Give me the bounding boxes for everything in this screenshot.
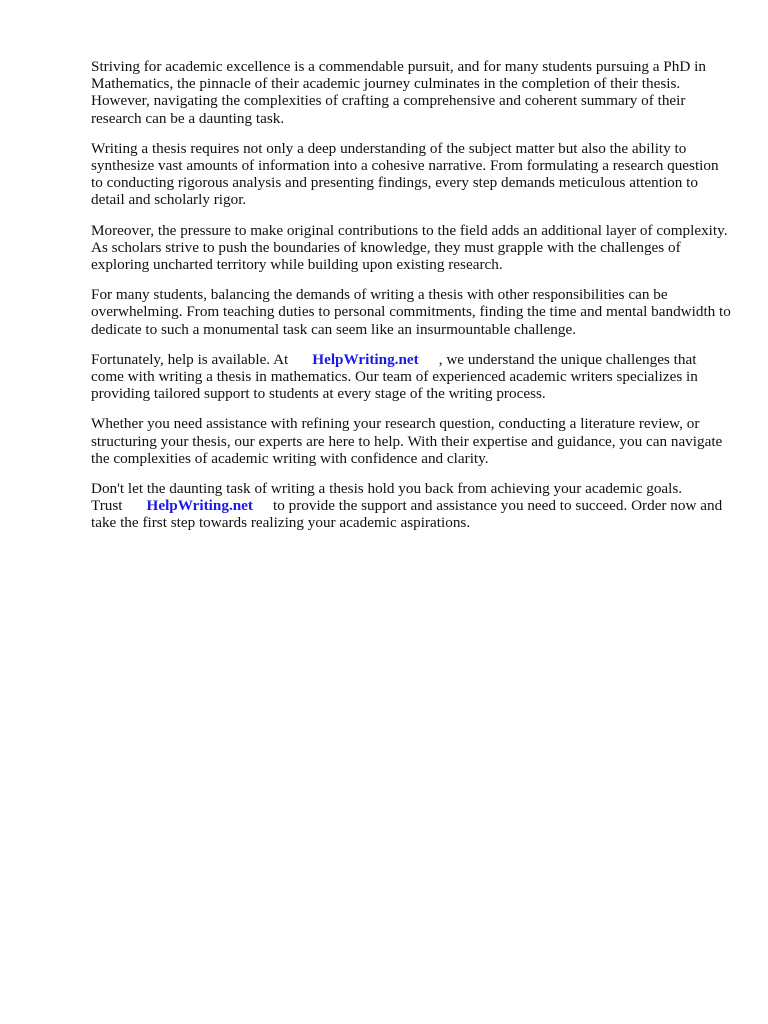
paragraph-cta-text-before: Don't let the daunting task of writing a thesis hold you back from achieving your academic goals. Trust (91, 480, 683, 515)
paragraph-cta-text-after: to provide the support and assistance you need to succeed. Order now and take the first step towards realizing your academic aspirations. (91, 497, 723, 532)
document-body (91, 58, 731, 545)
paragraph-original-contributions: Moreover, the pressure to make original contributions to the field adds an additional layer of complexity. As scholars strive to push the boundaries of knowledge, they must grapple with the challenges of exploring uncharted territory while building upon existing research. (91, 221, 728, 274)
paragraph-assistance: Whether you need assistance with refining your research question, conducting a literature review, or structuring your thesis, our experts are here to help. With their expertise and guidance, you can navigate the complexities of academic writing with confidence and clarity. (91, 415, 723, 467)
paragraph-balancing-demands: For many students, balancing the demands of writing a thesis with other responsibilities can be overwhelming. From teaching duties to personal commitments, finding the time and mental bandwidth to dedicate to such a monumental task can seem like an insurmountable challenge. (91, 286, 731, 338)
paragraph-help-available (91, 351, 731, 403)
paragraph-help-text-after: , we understand the unique challenges that come with writing a thesis in mathematics. Our team of experienced academic writers specializes in providing tailored support to students at every stage of the writing process. (91, 350, 698, 403)
paragraph-thesis-requirements: Writing a thesis requires not only a deep understanding of the subject matter but also the ability to synthesize vast amounts of information into a cohesive narrative. From formulating a research question to conducting rigorous analysis and presenting findings, every step demands meticulous attention to detail and scholarly rigor. (91, 139, 719, 209)
helpwriting-link-cta[interactable]: HelpWriting.net (146, 497, 253, 515)
paragraph-intro: Striving for academic excellence is a commendable pursuit, and for many students pursuing a PhD in Mathematics, the pinnacle of their academic journey culminates in the completion of their thesis. However, navigating the complexities of crafting a comprehensive and coherent summary of their research can be a daunting task. (91, 58, 706, 127)
paragraph-help-text-before: Fortunately, help is available. At (91, 350, 289, 368)
paragraph-call-to-action (91, 480, 731, 532)
helpwriting-link[interactable]: HelpWriting.net (312, 350, 419, 368)
